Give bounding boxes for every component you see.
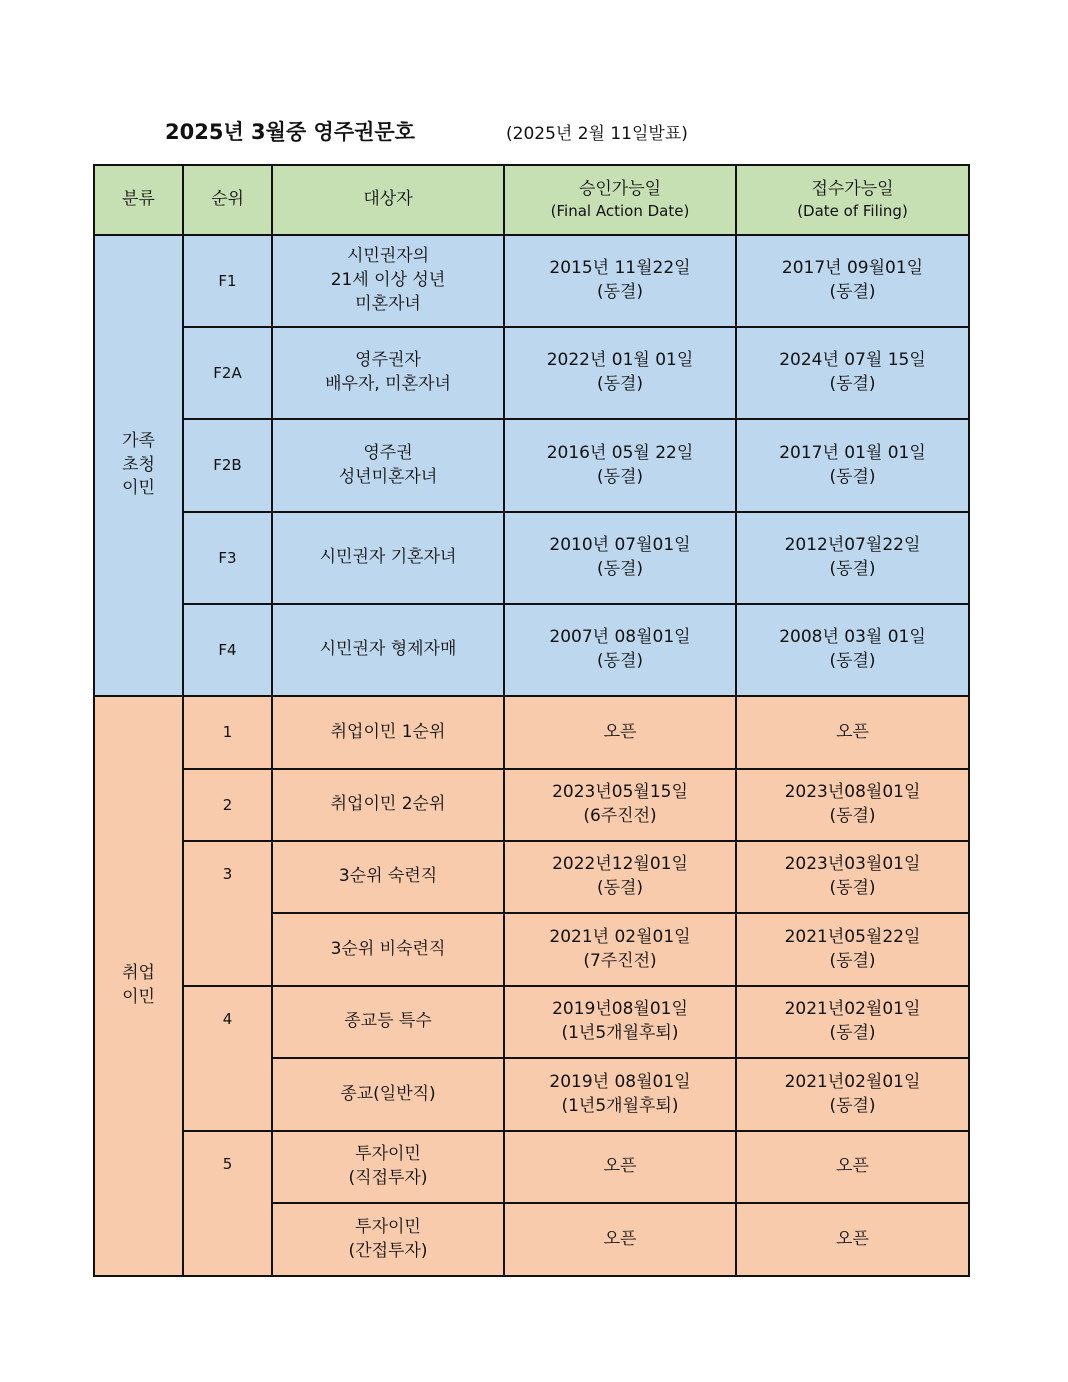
rank-cell: 5 <box>183 1131 272 1276</box>
filing-date-cell <box>736 913 969 986</box>
final-action-line: (동결) <box>596 374 644 394</box>
target-line: 영주권자 <box>355 350 421 371</box>
final-action-date-cell <box>504 1203 736 1276</box>
rank-cell: F2A <box>183 327 272 419</box>
target-cell <box>272 913 504 986</box>
employment_rows-row <box>94 986 969 1058</box>
target-cell <box>272 235 504 327</box>
final-action-date-cell <box>504 1131 736 1203</box>
filing-line: 2008년 03월 01일 <box>779 627 926 648</box>
rank-cell: 3 <box>183 841 272 986</box>
final-action-line: 오픈 <box>603 1156 637 1177</box>
filing-date-cell <box>736 841 969 913</box>
final-action-date-cell <box>504 841 736 913</box>
filing-line: (동결) <box>829 1095 876 1116</box>
target-cell <box>272 327 504 419</box>
rank-cell: F4 <box>183 604 272 696</box>
visa-bulletin-table <box>93 164 970 1277</box>
final-action-date-cell <box>504 235 736 327</box>
header-final-action <box>504 165 736 235</box>
header-final-action-ko: 승인가능일 <box>578 178 662 199</box>
filing-line: 2024년 07월 15일 <box>779 350 926 371</box>
filing-line: (동결) <box>829 950 876 971</box>
filing-date-cell <box>736 512 969 604</box>
final-action-line: 2019년08월01일 <box>552 999 688 1020</box>
filing-date-cell <box>736 769 969 841</box>
employment_rows-row <box>94 1131 969 1203</box>
target-line: 3순위 비숙련직 <box>330 938 446 959</box>
final-action-line: (동결) <box>596 466 644 487</box>
category-line: 취업 <box>122 963 155 984</box>
final-action-line: (동결) <box>596 878 644 898</box>
final-action-line: (7주진전) <box>583 950 657 971</box>
target-line: 취업이민 1순위 <box>330 721 446 742</box>
final-action-line: 2021년 02월01일 <box>549 926 691 947</box>
page-title: 2025년 3월중 영주권문호 <box>165 120 415 144</box>
rank-cell: 2 <box>183 769 272 841</box>
target-line: 시민권자 기혼자녀 <box>319 547 457 568</box>
category-line: 이민 <box>122 987 155 1007</box>
category-line: 초청 <box>122 454 155 475</box>
target-cell <box>272 769 504 841</box>
final-action-line: 오픈 <box>603 1228 637 1249</box>
target-line: 성년미혼자녀 <box>338 466 438 487</box>
target-line: 종교(일반직) <box>340 1083 436 1104</box>
final-action-line: 2022년 01월 01일 <box>546 350 694 371</box>
filing-line: (동결) <box>829 878 876 898</box>
employment_rows-row <box>94 696 969 769</box>
target-line: 투자이민 <box>355 1216 421 1237</box>
announcement-date: (2025년 2월 11일발표) <box>506 124 688 144</box>
target-line: 배우자, 미혼자녀 <box>325 374 451 394</box>
filing-line: 2023년03월01일 <box>784 854 921 875</box>
final-action-date-cell <box>504 1058 736 1131</box>
final-action-line: 2019년 08월01일 <box>549 1071 691 1092</box>
target-cell <box>272 841 504 913</box>
filing-line: 2021년02월01일 <box>784 999 921 1020</box>
final-action-line: 2010년 07월01일 <box>549 535 691 556</box>
target-line: (간접투자) <box>348 1240 428 1261</box>
family_rows-row <box>94 327 969 419</box>
final-action-line: (6주진전) <box>583 806 657 826</box>
target-cell <box>272 1203 504 1276</box>
final-action-date-cell <box>504 419 736 512</box>
filing-date-cell <box>736 986 969 1058</box>
final-action-line: 2016년 05월 22일 <box>546 442 694 463</box>
rank-cell: 1 <box>183 696 272 769</box>
family_rows-row <box>94 512 969 604</box>
target-cell <box>272 986 504 1058</box>
final-action-date-cell <box>504 769 736 841</box>
filing-date-cell <box>736 419 969 512</box>
rank-cell: F2B <box>183 419 272 512</box>
final-action-line: (1년5개월후퇴) <box>561 1023 679 1043</box>
filing-date-cell <box>736 1131 969 1203</box>
header-filing-ko: 접수가능일 <box>811 178 894 199</box>
filing-line: 2012년07월22일 <box>784 535 921 556</box>
filing-line: (동결) <box>829 651 876 671</box>
header-filing <box>736 165 969 235</box>
filing-line: (동결) <box>829 282 876 302</box>
target-cell <box>272 604 504 696</box>
filing-line: 2023년08월01일 <box>784 782 921 803</box>
family_rows-row <box>94 419 969 512</box>
filing-line: 오픈 <box>836 721 869 742</box>
final-action-line: 2022년12월01일 <box>552 854 688 875</box>
filing-line: (동결) <box>829 466 876 487</box>
employment_rows-row <box>94 769 969 841</box>
target-line: 시민권자 형제자매 <box>319 639 457 660</box>
filing-date-cell <box>736 1203 969 1276</box>
final-action-line: (동결) <box>596 559 644 579</box>
category-line: 이민 <box>122 478 155 499</box>
target-cell <box>272 512 504 604</box>
rank-cell: F3 <box>183 512 272 604</box>
header-rank: 순위 <box>183 165 272 235</box>
final-action-date-cell <box>504 327 736 419</box>
filing-date-cell <box>736 235 969 327</box>
target-line: 21세 이상 성년 <box>330 270 446 291</box>
filing-line: 오픈 <box>836 1156 869 1177</box>
target-cell <box>272 1058 504 1131</box>
category-cell-employment_rows <box>94 696 183 1276</box>
employment_rows-row <box>94 841 969 913</box>
target-line: 종교등 특수 <box>344 1011 432 1032</box>
rank-cell: F1 <box>183 235 272 327</box>
target-line: 취업이민 2순위 <box>330 794 446 815</box>
target-line: 시민권자의 <box>346 246 430 267</box>
filing-line: 2021년02월01일 <box>784 1071 921 1092</box>
target-cell <box>272 1131 504 1203</box>
rank-cell: 4 <box>183 986 272 1131</box>
filing-line: (동결) <box>829 374 876 394</box>
target-cell <box>272 419 504 512</box>
target-line: (직접투자) <box>348 1168 428 1188</box>
final-action-date-cell <box>504 604 736 696</box>
final-action-date-cell <box>504 696 736 769</box>
final-action-line: 2007년 08월01일 <box>549 627 691 648</box>
target-line: 3순위 숙련직 <box>338 866 438 887</box>
target-line: 영주권 <box>363 442 413 463</box>
final-action-line: 2023년05월15일 <box>552 782 688 803</box>
header-final-action-en: (Final Action Date) <box>550 202 690 221</box>
final-action-line: (동결) <box>596 651 644 671</box>
filing-line: 2017년 01월 01일 <box>779 442 926 463</box>
target-line: 미혼자녀 <box>355 293 421 314</box>
final-action-line: (동결) <box>596 282 644 302</box>
filing-line: 오픈 <box>836 1228 869 1249</box>
final-action-date-cell <box>504 986 736 1058</box>
filing-line: 2017년 09월01일 <box>781 258 924 279</box>
filing-date-cell <box>736 1058 969 1131</box>
filing-date-cell <box>736 604 969 696</box>
filing-line: 2021년05월22일 <box>784 926 921 947</box>
filing-date-cell <box>736 696 969 769</box>
category-cell-family_rows <box>94 235 183 696</box>
family_rows-row <box>94 604 969 696</box>
final-action-line: 2015년 11월22일 <box>549 258 691 279</box>
filing-date-cell <box>736 327 969 419</box>
header-row <box>94 165 969 235</box>
category-line: 가족 <box>122 430 155 451</box>
family_rows-row <box>94 235 969 327</box>
final-action-date-cell <box>504 512 736 604</box>
target-cell <box>272 696 504 769</box>
filing-line: (동결) <box>829 806 876 826</box>
final-action-line: 오픈 <box>603 721 637 742</box>
final-action-date-cell <box>504 913 736 986</box>
header-filing-en: (Date of Filing) <box>797 202 908 221</box>
filing-line: (동결) <box>829 559 876 579</box>
final-action-line: (1년5개월후퇴) <box>561 1095 679 1116</box>
target-line: 투자이민 <box>355 1144 421 1165</box>
filing-line: (동결) <box>829 1023 876 1043</box>
header-target: 대상자 <box>272 165 504 235</box>
header-category: 분류 <box>94 165 183 235</box>
